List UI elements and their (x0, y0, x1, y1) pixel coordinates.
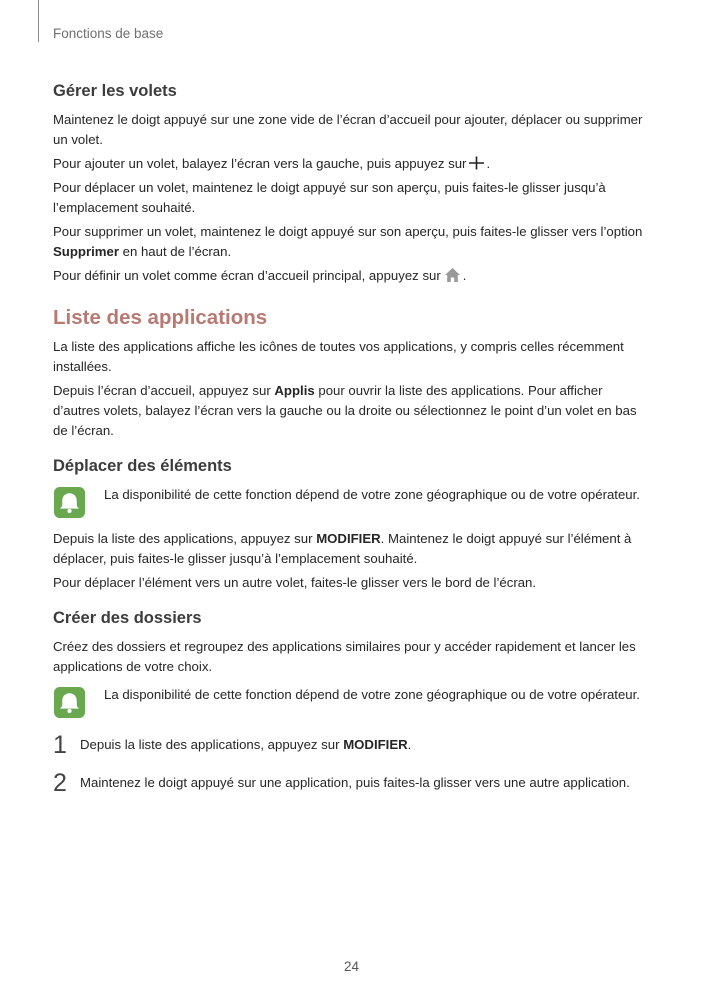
paragraph: Pour déplacer un volet, maintenez le doigt appuyé sur son aperçu, puis faites-le glisser jusqu’à l’emplacement souhaité. (53, 180, 606, 215)
paragraph: Pour définir un volet comme écran d’accueil principal, appuyez sur . (53, 268, 467, 283)
paragraph: Pour déplacer l’élément vers un autre volet, faites-le glisser vers le bord de l’écran. (53, 575, 537, 590)
bell-icon (53, 686, 86, 719)
paragraph: La liste des applications affiche les icônes de toutes vos applications, y compris celles récemment installées. (53, 339, 624, 374)
step-item (53, 733, 653, 757)
page-number: 24 (343, 959, 360, 974)
note-box (53, 485, 653, 519)
paragraph: Pour ajouter un volet, balayez l’écran vers la gauche, puis appuyez sur . (53, 156, 491, 171)
section-title-volets: Gérer les volets (53, 82, 177, 100)
paragraph: Créez des dossiers et regroupez des applications similaires pour y accéder rapidement et lancer les applications de votre choix. (53, 639, 636, 674)
step-number: 1 (53, 731, 67, 759)
bold-term: MODIFIER (316, 531, 381, 546)
bell-icon (53, 486, 86, 519)
home-icon (444, 267, 461, 283)
note-text: La disponibilité de cette fonction dépend de votre zone géographique ou de votre opérateur. (104, 687, 640, 702)
bold-term: Applis (274, 383, 315, 398)
step-text: Depuis la liste des applications, appuyez sur MODIFIER. (80, 737, 412, 752)
section-title-dossiers: Créer des dossiers (53, 609, 202, 627)
paragraph: Maintenez le doigt appuyé sur une zone vide de l’écran d’accueil pour ajouter, déplacer ou supprimer un volet. (53, 112, 643, 147)
note-text: La disponibilité de cette fonction dépend de votre zone géographique ou de votre opérateur. (104, 487, 640, 502)
section-title-deplacer: Déplacer des éléments (53, 457, 232, 475)
plus-icon (468, 156, 485, 170)
page-content (53, 82, 653, 795)
bold-term: MODIFIER (343, 737, 408, 752)
paragraph: Depuis l’écran d’accueil, appuyez sur Applis pour ouvrir la liste des applications. Pour afficher d’autres volets, balayez l’écran vers la gauche ou la droite ou sélectionnez le point d’un volet en bas de l’écran. (53, 383, 637, 438)
step-number: 2 (53, 769, 67, 797)
section-title-applications: Liste des applications (53, 306, 268, 329)
page-header: Fonctions de base (53, 26, 164, 41)
step-text: Maintenez le doigt appuyé sur une application, puis faites-la glisser vers une autre application. (80, 775, 630, 790)
paragraph: Pour supprimer un volet, maintenez le doigt appuyé sur son aperçu, puis faites-le glisser vers l’option Supprimer en haut de l’écran. (53, 224, 643, 259)
paragraph: Depuis la liste des applications, appuyez sur MODIFIER. Maintenez le doigt appuyé sur l’élément à déplacer, puis faites-le glisser jusqu’à l’emplacement souhaité. (53, 531, 632, 566)
bold-term: Supprimer (53, 244, 119, 259)
step-item (53, 771, 653, 795)
note-box (53, 685, 653, 719)
corner-divider (38, 0, 39, 42)
